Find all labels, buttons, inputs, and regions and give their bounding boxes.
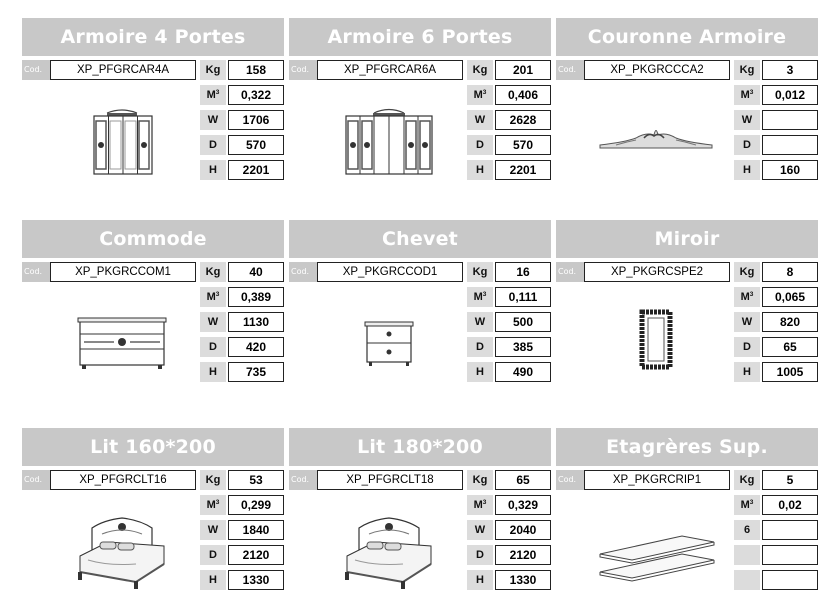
height-label: H [467, 570, 493, 590]
width-value: 2628 [495, 110, 551, 130]
height-label: H [467, 362, 493, 382]
height-label: H [734, 160, 760, 180]
width-value: 500 [495, 312, 551, 332]
depth-label: D [467, 135, 493, 155]
width-label: W [734, 110, 760, 130]
height-value: 1330 [228, 570, 284, 590]
width-label: W [467, 110, 493, 130]
width-value [762, 520, 818, 540]
depth-value: 385 [495, 337, 551, 357]
product-code: XP_PFGRCAR4A [50, 60, 196, 80]
width-value: 2040 [495, 520, 551, 540]
weight-value: 8 [762, 262, 818, 282]
wardrobe-6-doors-image [319, 88, 459, 188]
product-card [556, 428, 818, 603]
volume-value: 0,389 [228, 287, 284, 307]
kg-label: Kg [200, 262, 226, 282]
depth-label: D [734, 135, 760, 155]
product-title: Couronne Armoire [556, 18, 818, 56]
product-code: XP_PKGRCRIP1 [584, 470, 730, 490]
cod-label: Cod. [556, 60, 584, 80]
width-value: 1706 [228, 110, 284, 130]
volume-value: 0,111 [495, 287, 551, 307]
kg-label: Kg [734, 262, 760, 282]
volume-label: $M^3$ [200, 85, 226, 105]
product-card [22, 220, 284, 395]
volume-label: $M^3$ [467, 495, 493, 515]
product-card [22, 18, 284, 193]
product-card [289, 220, 551, 395]
product-title: Lit 160*200 [22, 428, 284, 466]
product-code: XP_PFGRCLT18 [317, 470, 463, 490]
wardrobe-4-doors-image [52, 88, 192, 188]
product-card [22, 428, 284, 603]
weight-value: 5 [762, 470, 818, 490]
height-value: 735 [228, 362, 284, 382]
product-card [289, 428, 551, 603]
volume-value: 0,322 [228, 85, 284, 105]
shelves-image [586, 498, 726, 598]
product-card [556, 18, 818, 193]
empty-label [734, 545, 760, 565]
volume-value: 0,065 [762, 287, 818, 307]
height-value: 2201 [228, 160, 284, 180]
volume-label: $M^3$ [467, 287, 493, 307]
volume-label: $M^3$ [734, 287, 760, 307]
depth-label: D [200, 337, 226, 357]
cod-label: Cod. [289, 262, 317, 282]
volume-label: $M^3$ [200, 495, 226, 515]
depth-label: D [467, 545, 493, 565]
cod-label: Cod. [22, 262, 50, 282]
kg-label: Kg [467, 60, 493, 80]
depth-value: 2120 [228, 545, 284, 565]
cod-label: Cod. [22, 60, 50, 80]
kg-label: Kg [734, 60, 760, 80]
volume-value: 0,012 [762, 85, 818, 105]
width-value: 820 [762, 312, 818, 332]
depth-value: 420 [228, 337, 284, 357]
height-label: H [200, 570, 226, 590]
height-label: H [200, 362, 226, 382]
weight-value: 53 [228, 470, 284, 490]
width-label: W [200, 520, 226, 540]
volume-label: $M^3$ [734, 495, 760, 515]
depth-value: 65 [762, 337, 818, 357]
depth-label: D [200, 545, 226, 565]
wardrobe-crown-image [586, 88, 726, 188]
nightstand-image [319, 290, 459, 390]
weight-value: 65 [495, 470, 551, 490]
width-label: W [200, 312, 226, 332]
depth-value: 570 [228, 135, 284, 155]
cod-label: Cod. [556, 262, 584, 282]
depth-label: D [734, 337, 760, 357]
weight-value: 40 [228, 262, 284, 282]
height-value [762, 570, 818, 590]
kg-label: Kg [467, 262, 493, 282]
width-value: 1130 [228, 312, 284, 332]
weight-value: 16 [495, 262, 551, 282]
product-title: Armoire 4 Portes [22, 18, 284, 56]
height-value: 160 [762, 160, 818, 180]
depth-label: D [467, 337, 493, 357]
height-label: H [200, 160, 226, 180]
empty-label [734, 570, 760, 590]
volume-value: 0,329 [495, 495, 551, 515]
height-label: H [467, 160, 493, 180]
product-title: Lit 180*200 [289, 428, 551, 466]
kg-label: Kg [734, 470, 760, 490]
bed-180-image [319, 498, 459, 598]
kg-label: Kg [200, 60, 226, 80]
cod-label: Cod. [556, 470, 584, 490]
dresser-image [52, 290, 192, 390]
depth-value: 570 [495, 135, 551, 155]
kg-label: Kg [467, 470, 493, 490]
width-label: W [200, 110, 226, 130]
volume-value: 0,299 [228, 495, 284, 515]
height-label: H [734, 362, 760, 382]
weight-value: 201 [495, 60, 551, 80]
width-label: W [467, 520, 493, 540]
product-code: XP_PKGRCCOD1 [317, 262, 463, 282]
depth-value [762, 545, 818, 565]
product-title: Etagrères Sup. [556, 428, 818, 466]
product-code: XP_PFGRCLT16 [50, 470, 196, 490]
volume-value: 0,406 [495, 85, 551, 105]
cod-label: Cod. [289, 60, 317, 80]
width-label: W [734, 312, 760, 332]
height-value: 2201 [495, 160, 551, 180]
volume-label: $M^3$ [467, 85, 493, 105]
bed-160-image [52, 498, 192, 598]
product-code: XP_PKGRCCCA2 [584, 60, 730, 80]
product-code: XP_PKGRCCOM1 [50, 262, 196, 282]
volume-label: $M^3$ [734, 85, 760, 105]
height-value: 1005 [762, 362, 818, 382]
volume-label: $M^3$ [200, 287, 226, 307]
product-title: Commode [22, 220, 284, 258]
depth-label: D [200, 135, 226, 155]
product-title: Armoire 6 Portes [289, 18, 551, 56]
cod-label: Cod. [22, 470, 50, 490]
weight-value: 158 [228, 60, 284, 80]
product-title: Miroir [556, 220, 818, 258]
kg-label: Kg [200, 470, 226, 490]
quantity-label: 6 [734, 520, 760, 540]
width-label: W [467, 312, 493, 332]
width-value [762, 110, 818, 130]
weight-value: 3 [762, 60, 818, 80]
depth-value [762, 135, 818, 155]
product-card [289, 18, 551, 193]
height-value: 490 [495, 362, 551, 382]
depth-value: 2120 [495, 545, 551, 565]
volume-value: 0,02 [762, 495, 818, 515]
product-code: XP_PKGRCSPE2 [584, 262, 730, 282]
height-value: 1330 [495, 570, 551, 590]
width-value: 1840 [228, 520, 284, 540]
product-card [556, 220, 818, 395]
product-title: Chevet [289, 220, 551, 258]
product-code: XP_PFGRCAR6A [317, 60, 463, 80]
cod-label: Cod. [289, 470, 317, 490]
mirror-image [586, 290, 726, 390]
